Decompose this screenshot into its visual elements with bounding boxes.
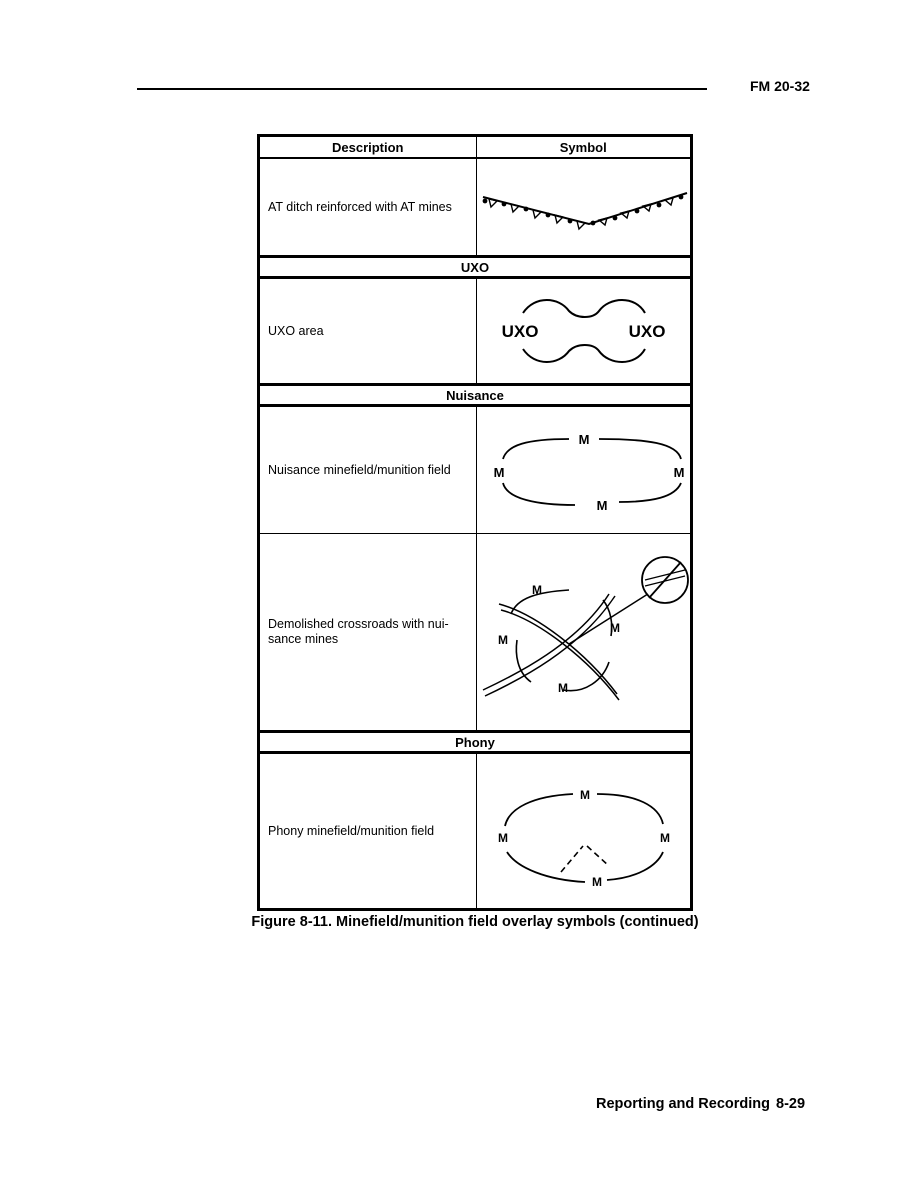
- section-row-phony: [259, 732, 692, 753]
- symbol-phony: [476, 753, 692, 910]
- at-ditch-mines-icon: [477, 159, 691, 255]
- mine-marker: M: [493, 465, 504, 480]
- description-uxo-area: UXO area: [259, 278, 477, 385]
- mine-marker: M: [531, 583, 542, 597]
- mine-marker: M: [673, 465, 684, 480]
- column-header-symbol: Symbol: [476, 136, 692, 159]
- document-id: FM 20-32: [750, 78, 810, 94]
- table-row-crossroads: [259, 534, 692, 732]
- uxo-label-left: UXO: [501, 322, 538, 341]
- description-at-ditch: AT ditch reinforced with AT mines: [259, 158, 477, 257]
- description-nuisance: Nuisance minefield/munition field: [259, 406, 477, 534]
- description-phony: Phony minefield/munition field: [259, 753, 477, 910]
- demolished-crossroads-icon: [477, 534, 691, 730]
- mine-marker: M: [659, 831, 670, 845]
- symbol-nuisance: [476, 406, 692, 534]
- table-header-row: [259, 136, 692, 159]
- footer-section-title: Reporting and Recording: [596, 1096, 770, 1112]
- uxo-area-icon: [477, 279, 691, 383]
- phony-minefield-icon: [477, 754, 691, 908]
- figure-caption: Figure 8-11. Minefield/munition field overlay symbols (continued): [251, 914, 699, 930]
- description-crossroads: Demolished crossroads with nui- sance mines: [259, 534, 477, 732]
- symbol-crossroads: [476, 534, 692, 732]
- symbol-at-ditch: [476, 158, 692, 257]
- section-row-nuisance: [259, 385, 692, 406]
- section-title-phony: Phony: [259, 732, 692, 753]
- mine-marker: M: [497, 633, 508, 647]
- section-title-uxo: UXO: [259, 257, 692, 278]
- page-footer: [596, 1096, 805, 1112]
- page-number: 8-29: [776, 1096, 806, 1112]
- mine-marker: M: [557, 681, 568, 695]
- mine-marker: M: [497, 831, 508, 845]
- mine-marker: M: [609, 621, 620, 635]
- header-rule: [137, 88, 707, 90]
- symbol-table: [257, 134, 693, 911]
- mine-marker: M: [578, 432, 589, 447]
- section-row-uxo: [259, 257, 692, 278]
- column-header-description: Description: [259, 136, 477, 159]
- symbol-uxo-area: [476, 278, 692, 385]
- section-title-nuisance: Nuisance: [259, 385, 692, 406]
- mine-marker: M: [591, 875, 602, 889]
- table-row-at-ditch: [259, 158, 692, 257]
- table-row-nuisance: [259, 406, 692, 534]
- nuisance-minefield-icon: [477, 407, 691, 533]
- mine-marker: M: [596, 498, 607, 513]
- table-row-uxo-area: [259, 278, 692, 385]
- table-row-phony: [259, 753, 692, 910]
- uxo-label-right: UXO: [628, 322, 665, 341]
- mine-marker: M: [579, 788, 590, 802]
